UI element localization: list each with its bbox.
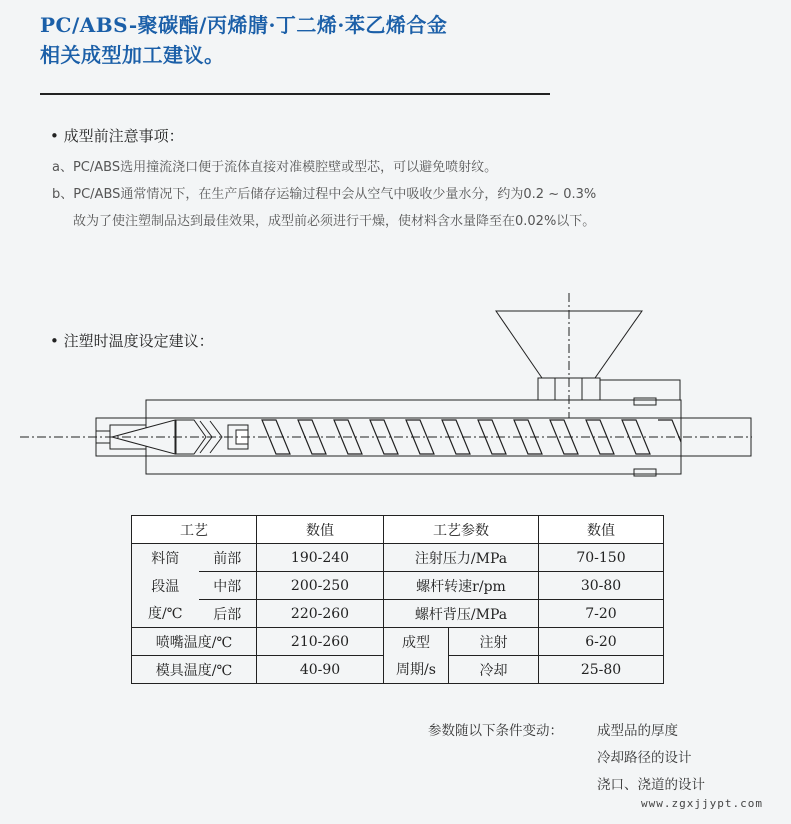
variable-item-3: 浇口、浇道的设计 [597,777,705,793]
header-value-1: 数值 [257,516,384,544]
cell-cycle: 周期/s [384,656,449,684]
cell-molding: 成型 [384,628,449,656]
cell-injection-time-value: 6-20 [539,628,664,656]
cell-screw-speed-value: 30-80 [539,572,664,600]
cell-nozzle-temp-value: 210-260 [257,628,384,656]
cell-injection-pressure-value: 70-150 [539,544,664,572]
page-title [40,10,447,70]
variables-intro: 参数随以下条件变动： [428,723,563,739]
header-process: 工艺 [132,516,257,544]
section-heading-pre-molding: • 成型前注意事项： [50,127,184,145]
cell-mold-temp-value: 40-90 [257,656,384,684]
cell-section-temp: 段温 [132,572,199,600]
title-line-1: PC/ABS-聚碳酯/丙烯腈·丁二烯·苯乙烯合金 [40,13,448,37]
cell-mold-temp: 模具温度/℃ [132,656,257,684]
cell-injection-pressure: 注射压力/MPa [384,544,539,572]
note-b-line-2: 故为了使注塑制品达到最佳效果，成型前必须进行干燥，使材料含水量降至在0.02%以下。 [73,214,596,229]
cell-cooling-time-value: 25-80 [539,656,664,684]
cell-nozzle-temp: 喷嘴温度/℃ [132,628,257,656]
title-divider [40,93,550,95]
table-row [132,656,664,684]
cell-cooling: 冷却 [449,656,539,684]
cell-back-pressure-value: 7-20 [539,600,664,628]
table-row [132,544,664,572]
section-heading-temperature: • 注塑时温度设定建议： [50,332,214,350]
variable-item-2: 冷却路径的设计 [597,750,692,766]
cell-middle: 中部 [199,572,257,600]
watermark: www.zgxjjypt.com [641,797,763,810]
cell-screw-speed: 螺杆转速r/pm [384,572,539,600]
cell-degree-unit: 度/℃ [132,600,199,628]
table-header-row [132,516,664,544]
injection-screw-diagram [0,285,791,495]
table-row [132,600,664,628]
cell-barrel: 料筒 [132,544,199,572]
cell-rear-value: 220-260 [257,600,384,628]
title-line-2: 相关成型加工建议。 [40,43,225,67]
note-a: a、PC/ABS选用撞流浇口便于流体直接对准模腔壁或型芯，可以避免喷射纹。 [52,160,498,175]
cell-injection: 注射 [449,628,539,656]
header-value-2: 数值 [539,516,664,544]
feed-block [600,380,680,400]
cell-back-pressure: 螺杆背压/MPa [384,600,539,628]
variable-item-1: 成型品的厚度 [597,723,678,739]
process-parameter-table [131,515,664,684]
cell-front-value: 190-240 [257,544,384,572]
header-process-param: 工艺参数 [384,516,539,544]
note-b-line-1: b、PC/ABS通常情况下，在生产后储存运输过程中会从空气中吸收少量水分，约为0.2 ~ 0.3% [52,187,597,202]
cell-front: 前部 [199,544,257,572]
table-row [132,628,664,656]
cell-rear: 后部 [199,600,257,628]
table-row [132,572,664,600]
cell-middle-value: 200-250 [257,572,384,600]
